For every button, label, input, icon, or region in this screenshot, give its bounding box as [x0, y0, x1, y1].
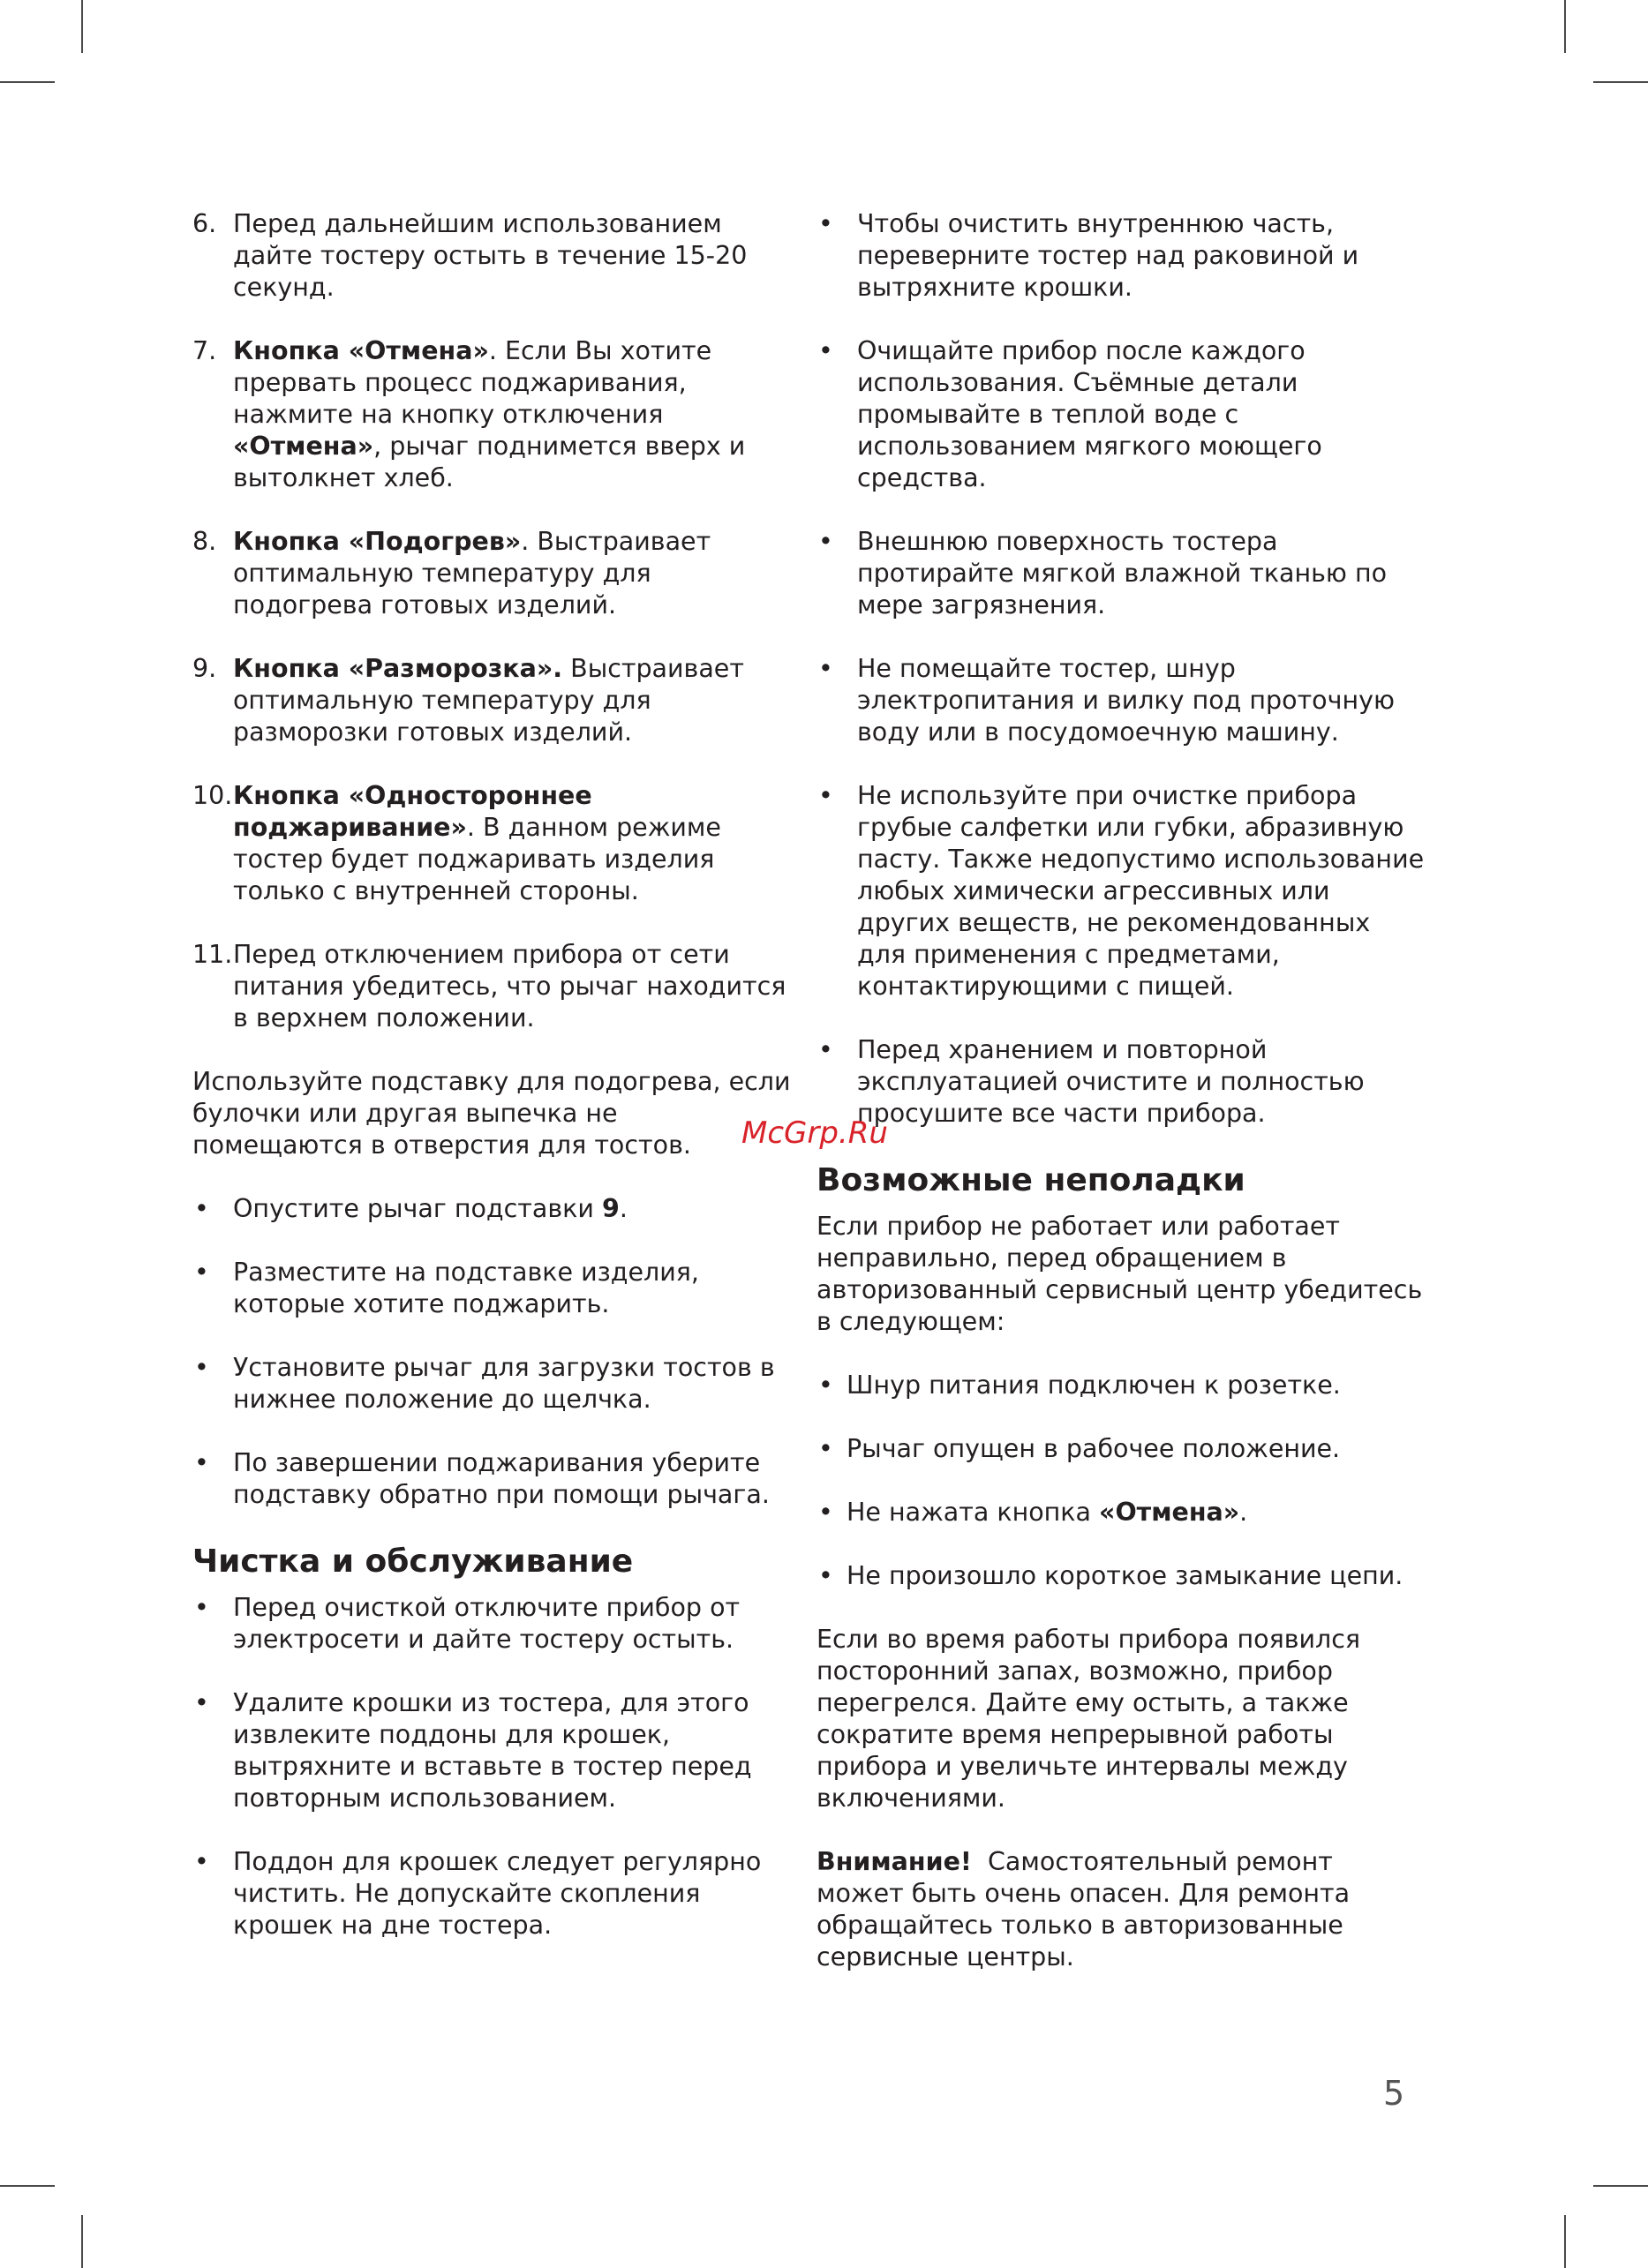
- item-number: 6.: [192, 209, 217, 238]
- crop-mark: [0, 2185, 55, 2187]
- section-heading-troubleshooting: Возможные неполадки: [816, 1162, 1245, 1198]
- numbered-item: 10. Кнопка «Одностороннее поджаривание». В данном режиме тостер будет поджаривать изделия только с внутренней стороны.: [192, 781, 721, 905]
- item-number: 11.: [192, 940, 233, 969]
- item-number: 7.: [192, 336, 217, 365]
- list-item: • Шнур питания подключен к розетке.: [816, 1370, 1426, 1401]
- list-item: • Установите рычаг для загрузки тостов в нижнее положение до щелчка.: [192, 1352, 793, 1416]
- numbered-item: 9. Кнопка «Разморозка». Выстраивает оптимальную температуру для разморозки готовых изделий.: [192, 654, 744, 747]
- crop-mark: [1564, 0, 1566, 53]
- watermark: McGrp.Ru: [741, 1115, 888, 1151]
- warning-label: Внимание!: [816, 1847, 972, 1876]
- crop-mark: [81, 0, 83, 53]
- stand-intro: Используйте подставку для подогрева, если булочки или другая выпечка не помещаются в отверстия для тостов.: [192, 1067, 791, 1160]
- right-column: [816, 208, 1426, 2005]
- trouble-intro: Если прибор не работает или работает неправильно, перед обращением в авторизованный сервисный центр убедитесь в следующем:: [816, 1212, 1423, 1336]
- list-item: • По завершении поджаривания уберите подставку обратно при помощи рычага.: [192, 1447, 793, 1511]
- list-item: • Опустите рычаг подставки 9.: [192, 1193, 793, 1225]
- item-number: 10.: [192, 781, 233, 810]
- list-item: • Внешнюю поверхность тостера протирайте мягкой влажной тканью по мере загрязнения.: [816, 526, 1426, 621]
- numbered-item: 8. Кнопка «Подогрев». Выстраивает оптимальную температуру для подогрева готовых изделий.: [192, 527, 711, 620]
- list-item: • Перед очисткой отключите прибор от электросети и дайте тостеру остыть.: [192, 1592, 793, 1656]
- list-item: • Удалите крошки из тостера, для этого извлеките поддоны для крошек, вытряхните и вставьте в тостер перед повторным использованием.: [192, 1687, 793, 1814]
- item-number: 8.: [192, 527, 217, 556]
- list-item: • Не используйте при очистке прибора грубые салфетки или губки, абразивную пасту. Также недопустимо использование любых химически агрессивных или других веществ, не рекомендованных для применения с предметами, контактирующими с пищей.: [816, 780, 1426, 1003]
- item-number: 9.: [192, 654, 217, 683]
- list-item: • Очищайте прибор после каждого использования. Съёмные детали промывайте в теплой воде с использованием мягкого моющего средства.: [816, 335, 1426, 494]
- list-item: • Рычаг опущен в рабочее положение.: [816, 1433, 1426, 1465]
- list-item: • Не помещайте тостер, шнур электропитания и вилку под проточную воду или в посудомоечную машину.: [816, 653, 1426, 748]
- crop-mark: [1593, 2185, 1648, 2187]
- numbered-item: 7. Кнопка «Отмена». Если Вы хотите прервать процесс поджаривания, нажмите на кнопку отключения «Отмена», рычаг поднимется вверх и вытолкнет хлеб.: [192, 336, 746, 492]
- left-column: [192, 208, 793, 1973]
- list-item: • Не нажата кнопка «Отмена».: [816, 1497, 1426, 1528]
- overheat-paragraph: Если во время работы прибора появился посторонний запах, возможно, прибор перегрелся. Дайте ему остыть, а также сократите время непрерывной работы прибора и увеличьте интервалы между включениями.: [816, 1625, 1361, 1813]
- crop-mark: [1564, 2215, 1566, 2268]
- crop-mark: [0, 81, 55, 83]
- list-item: • Не произошло короткое замыкание цепи.: [816, 1560, 1426, 1592]
- section-heading-cleaning: Чистка и обслуживание: [192, 1543, 634, 1580]
- crop-mark: [1593, 81, 1648, 83]
- numbered-item: 11. Перед отключением прибора от сети питания убедитесь, что рычаг находится в верхнем положении.: [192, 940, 786, 1033]
- list-item: • Перед хранением и повторной эксплуатацией очистите и полностью просушите все части прибора.: [816, 1034, 1426, 1130]
- list-item: • Разместите на подставке изделия, которые хотите поджарить.: [192, 1257, 793, 1320]
- list-item: • Поддон для крошек следует регулярно чистить. Не допускайте скопления крошек на дне тостера.: [192, 1846, 793, 1941]
- crop-mark: [81, 2215, 83, 2268]
- warning-paragraph: Внимание! Самостоятельный ремонт может быть очень опасен. Для ремонта обращайтесь только в авторизованные сервисные центры.: [816, 1847, 1358, 1971]
- list-item: • Чтобы очистить внутреннюю часть, переверните тостер над раковиной и вытряхните крошки.: [816, 208, 1426, 304]
- numbered-item: 6. Перед дальнейшим использованием дайте тостеру остыть в течение 15-20 секунд.: [192, 209, 748, 302]
- page-number: 5: [1383, 2074, 1405, 2113]
